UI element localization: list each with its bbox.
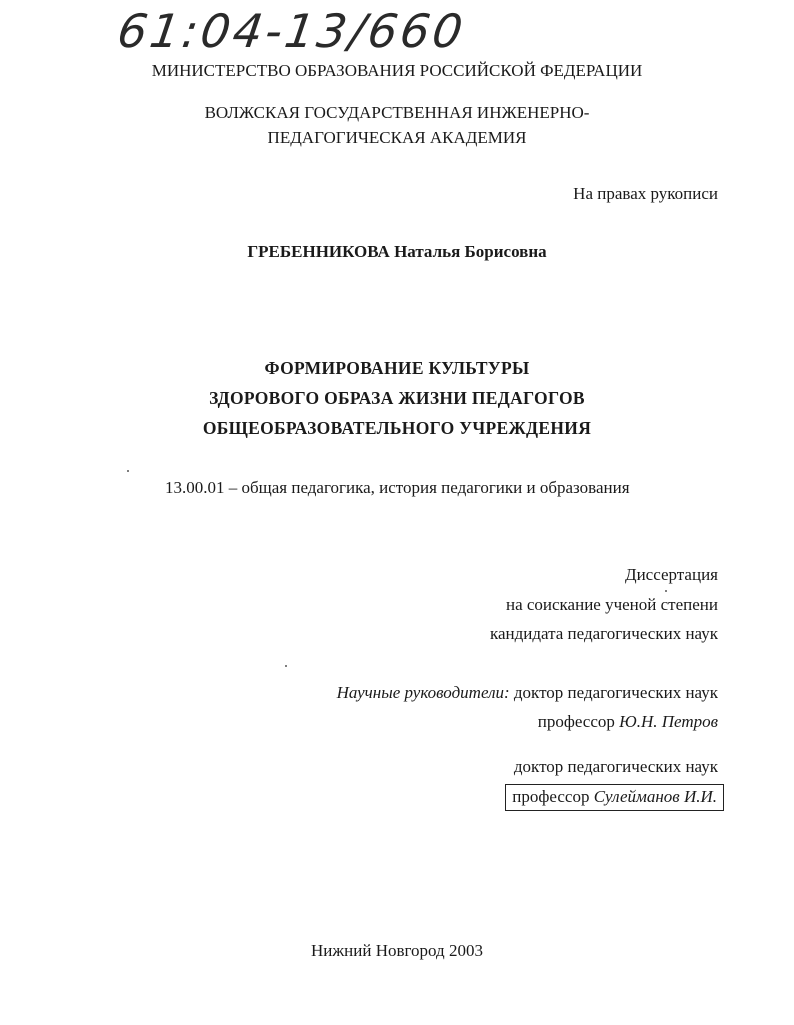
thesis-title-line1: ФОРМИРОВАНИЕ КУЛЬТУРЫ — [264, 358, 530, 378]
city-year: Нижний Новгород 2003 — [311, 941, 483, 960]
supervisors-label: Научные руководители: — [336, 683, 510, 702]
author-surname: ГРЕБЕННИКОВА — [247, 242, 390, 261]
academy-heading-line2: ПЕДАГОГИЧЕСКАЯ АКАДЕМИЯ — [267, 128, 527, 147]
scan-speck — [127, 470, 129, 472]
author-given-names: Наталья Борисовна — [394, 242, 547, 261]
thesis-title-line3: ОБЩЕОБРАЗОВАТЕЛЬНОГО УЧРЕЖДЕНИЯ — [202, 418, 592, 438]
supervisor2-degree: доктор педагогических наук — [513, 757, 718, 776]
supervisor1-prefix: профессор — [537, 712, 615, 731]
archive-handwritten-mark: 61:04-13/660 — [114, 4, 469, 58]
supervisor1-name: Ю.Н. Петров — [619, 712, 718, 731]
thesis-title-line2: ЗДОРОВОГО ОБРАЗА ЖИЗНИ ПЕДАГОГОВ — [209, 388, 585, 408]
scan-speck — [285, 665, 287, 667]
supervisor2-prefix: профессор — [512, 787, 590, 806]
supervisor1-degree: доктор педагогических наук — [513, 683, 718, 702]
author-name — [0, 242, 794, 262]
degree-purpose: на соискание ученой степени — [505, 595, 718, 614]
scan-speck — [665, 590, 667, 592]
supervisor2-name-box — [505, 784, 724, 811]
dissertation-label: Диссертация — [624, 565, 718, 584]
specialty-code: 13.00.01 – общая педагогика, история педагогики и образования — [165, 478, 630, 497]
manuscript-note: На правах рукописи — [573, 184, 718, 203]
supervisor2-name: Сулейманов И.И. — [593, 787, 717, 806]
academy-heading-line1: ВОЛЖСКАЯ ГОСУДАРСТВЕННАЯ ИНЖЕНЕРНО- — [204, 103, 590, 122]
supervisor1-degree-line — [337, 683, 718, 703]
supervisor1-name-line — [538, 712, 718, 732]
ministry-heading: МИНИСТЕРСТВО ОБРАЗОВАНИЯ РОССИЙСКОЙ ФЕДЕРАЦИИ — [151, 61, 643, 80]
degree-name: кандидата педагогических наук — [489, 624, 718, 643]
